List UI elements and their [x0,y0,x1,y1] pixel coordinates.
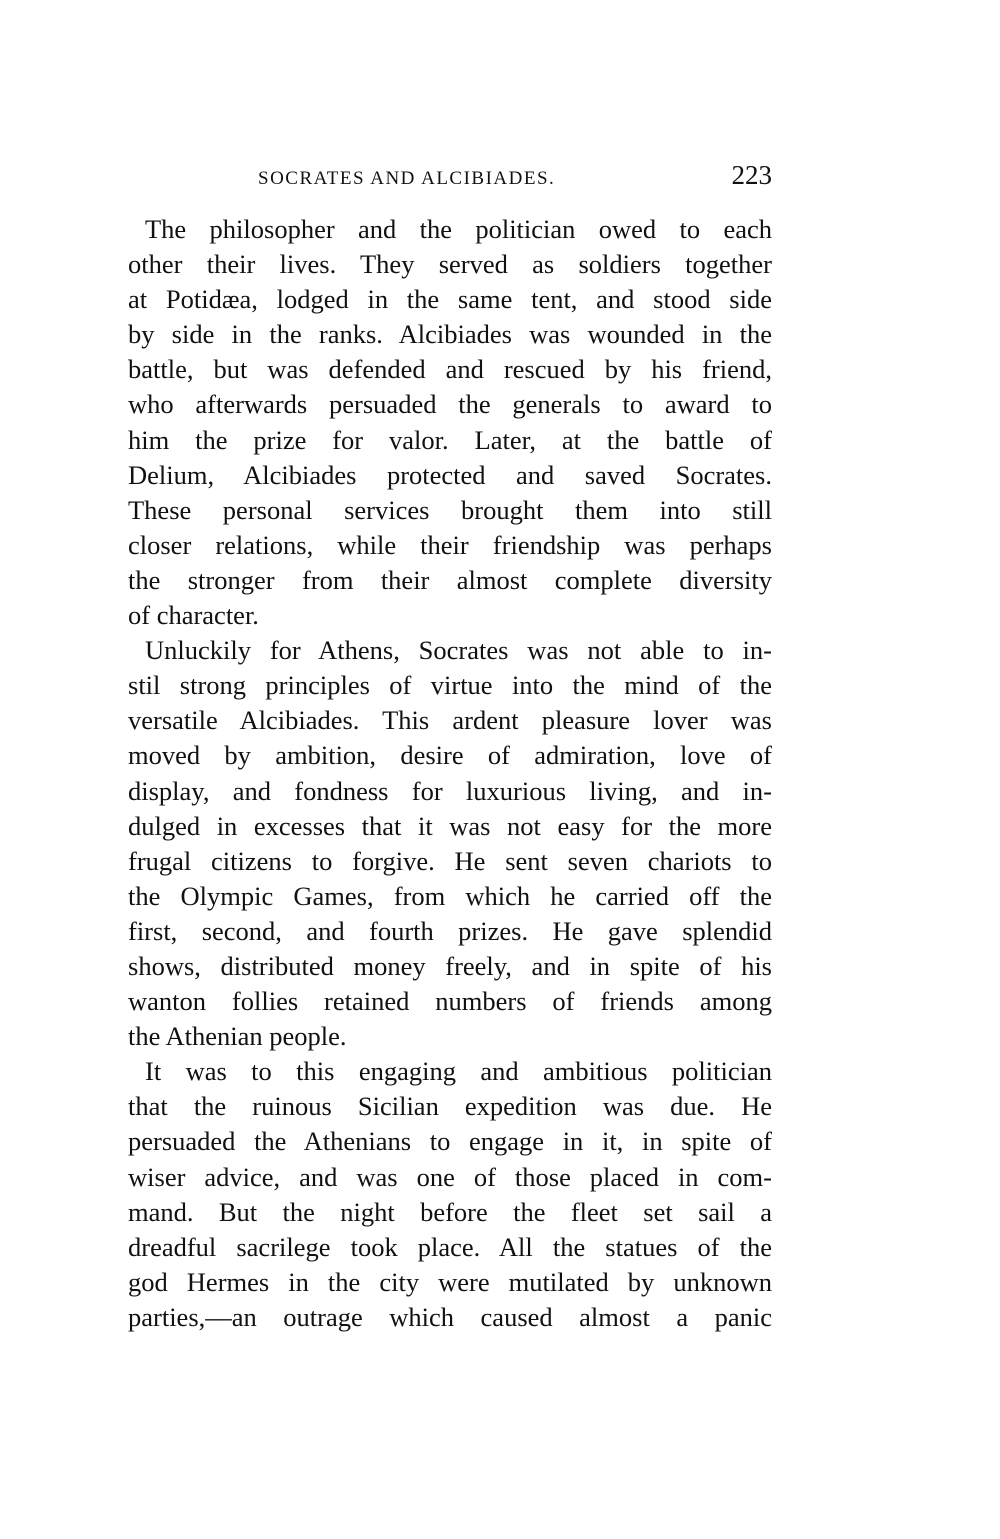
text-line: closer relations, while their friendship was perhaps [128,529,772,560]
text-line: Delium, Alcibiades protected and saved Socrates. [128,459,772,490]
page-body [128,212,772,1335]
text-line: other their lives. They served as soldiers together [128,249,772,280]
text-line: that the ruinous Sicilian expedition was due. He [128,1091,772,1122]
text-line: persuaded the Athenians to engage in it, in spite of [128,1126,772,1157]
text-line: him the prize for valor. Later, at the battle of [128,424,772,455]
text-line: display, and fondness for luxurious living, and in- [128,775,772,806]
text-line: These personal services brought them into still [128,494,772,525]
text-line: stil strong principles of virtue into the mind of the [128,670,772,701]
text-line: mand. But the night before the fleet set sail a [128,1196,772,1227]
text-line: of character. [128,600,259,631]
text-line: the Athenian people. [128,1021,347,1052]
text-line: parties,—an outrage which caused almost a panic [128,1301,772,1332]
text-line: shows, distributed money freely, and in spite of his [128,950,772,981]
running-title: SOCRATES AND ALCIBIADES. [258,168,556,189]
text-line: first, second, and fourth prizes. He gave splendid [128,915,772,946]
paragraph [128,633,772,1054]
text-line: versatile Alcibiades. This ardent pleasure lover was [128,705,772,736]
text-line: moved by ambition, desire of admiration, love of [128,740,772,771]
text-line: god Hermes in the city were mutilated by unknown [128,1266,772,1297]
text-line: battle, but was defended and rescued by his friend, [128,354,772,385]
text-line: The philosopher and the politician owed to each [145,214,772,244]
text-line: It was to this engaging and ambitious politician [145,1056,772,1087]
text-line: frugal citizens to forgive. He sent seven chariots to [128,845,772,876]
page-number: 223 [731,160,772,190]
text-line: wiser advice, and was one of those placed in com- [128,1161,772,1192]
text-line: dulged in excesses that it was not easy for the more [128,810,772,841]
text-line: by side in the ranks. Alcibiades was wounded in the [128,319,772,350]
paragraph [128,1054,772,1335]
text-line: wanton follies retained numbers of friends among [128,986,772,1017]
text-line: who afterwards persuaded the generals to award to [128,389,772,420]
text-line: at Potidæa, lodged in the same tent, and stood side [128,284,772,315]
page-header [128,160,772,198]
text-line: Unluckily for Athens, Socrates was not able to in- [145,635,772,666]
text-line: dreadful sacrilege took place. All the statues of the [128,1231,772,1262]
text-line: the stronger from their almost complete diversity [128,564,772,595]
text-line: the Olympic Games, from which he carried off the [128,880,772,911]
paragraph [128,212,772,633]
